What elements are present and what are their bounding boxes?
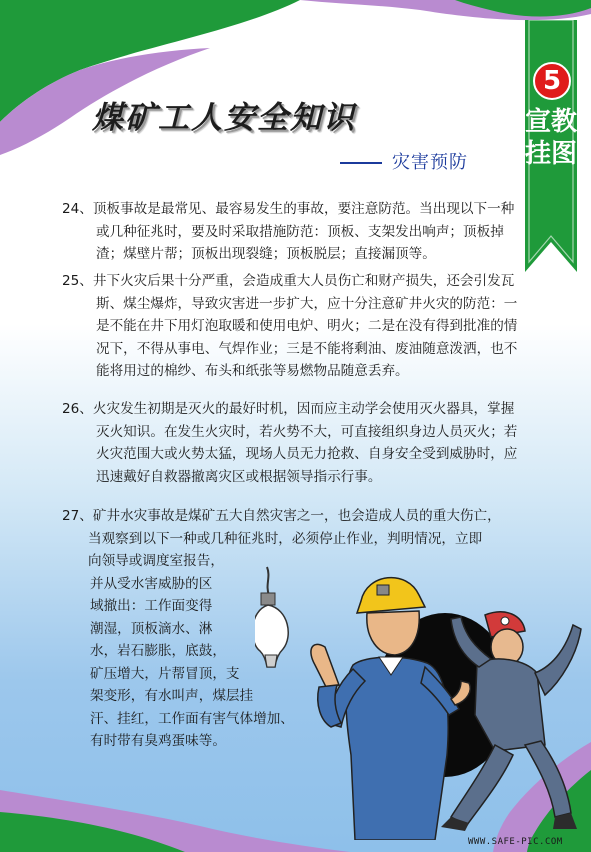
item-27-line: 有时带有臭鸡蛋味等。 bbox=[90, 733, 226, 749]
item-27-line: 汗、挂红，工作面有害气体增加、 bbox=[90, 710, 294, 727]
safety-item-25 bbox=[62, 270, 522, 383]
poster-title: 煤矿工人安全知识 bbox=[92, 100, 356, 136]
safety-item-24 bbox=[62, 198, 522, 266]
item-27-line: 水，岩石膨胀，底鼓， bbox=[90, 643, 226, 659]
poster-subtitle bbox=[340, 148, 468, 174]
ribbon-number-badge: 5 bbox=[533, 62, 571, 100]
item-27-line: 潮湿，顶板滴水、淋 bbox=[90, 620, 213, 637]
item-27-line: 当观察到以下一种或几种征兆时，必须停止作业，判明情况，立即 bbox=[88, 530, 483, 547]
miners-illustration bbox=[255, 555, 585, 840]
safety-item-24-text: 24、顶板事故是最常见、最容易发生的事故，要注意防范。当出现以下一种或几种征兆时，要及时采取措施防范：顶板、支架发出响声；顶板掉渣；煤壁片帮；顶板出现裂缝；顶板脱层；直接漏顶等。 bbox=[62, 201, 515, 262]
item-27-line: 并从受水害威胁的区 bbox=[90, 575, 213, 592]
subtitle-dash bbox=[340, 162, 382, 164]
ribbon-text: 宣教挂图 bbox=[525, 107, 578, 169]
safety-item-25-text: 25、井下火灾后果十分严重，会造成重大人员伤亡和财产损失，还会引发瓦斯、煤尘爆炸，导致灾害进一步扩大，应十分注意矿井火灾的防范：一是不能在井下用灯泡取暖和使用电炉、明火；二是在没有得到批准的情况下，不得从事电、气焊作业；三是不能将剩油、废油随意泼洒，也不能将用过的棉纱、布头和纸张等易燃物品随意丢弃。 bbox=[62, 273, 518, 379]
light-bulb-icon bbox=[255, 567, 288, 667]
item-27-line: 域撤出：工作面变得 bbox=[90, 598, 213, 614]
item-27-line: 矿压增大，片帮冒顶，支 bbox=[90, 665, 240, 682]
watermark-text: WWW.SAFE-PIC.COM bbox=[468, 837, 563, 847]
item-27-line: 27、矿井水灾事故是煤矿五大自然灾害之一，也会造成人员的重大伤亡， bbox=[62, 508, 501, 524]
safety-item-26-text: 26、火灾发生初期是灭火的最好时机，因而应主动学会使用灭火器具，掌握灭火知识。在发生火灾时，若火势不大，可直接组织身边人员灭火；若火灾范围大或火势太猛，现场人员无力抢救、自身安全受到威胁时，应迅速戴好自救器撤离灾区或根据领导指示行事。 bbox=[62, 401, 518, 485]
item-27-line: 架变形，有水叫声，煤层挂 bbox=[90, 688, 254, 704]
subtitle-text: 灾害预防 bbox=[392, 152, 468, 173]
item-27-line: 向领导或调度室报告， bbox=[88, 553, 224, 569]
safety-item-26 bbox=[62, 398, 522, 488]
ribbon-banner bbox=[525, 20, 577, 272]
